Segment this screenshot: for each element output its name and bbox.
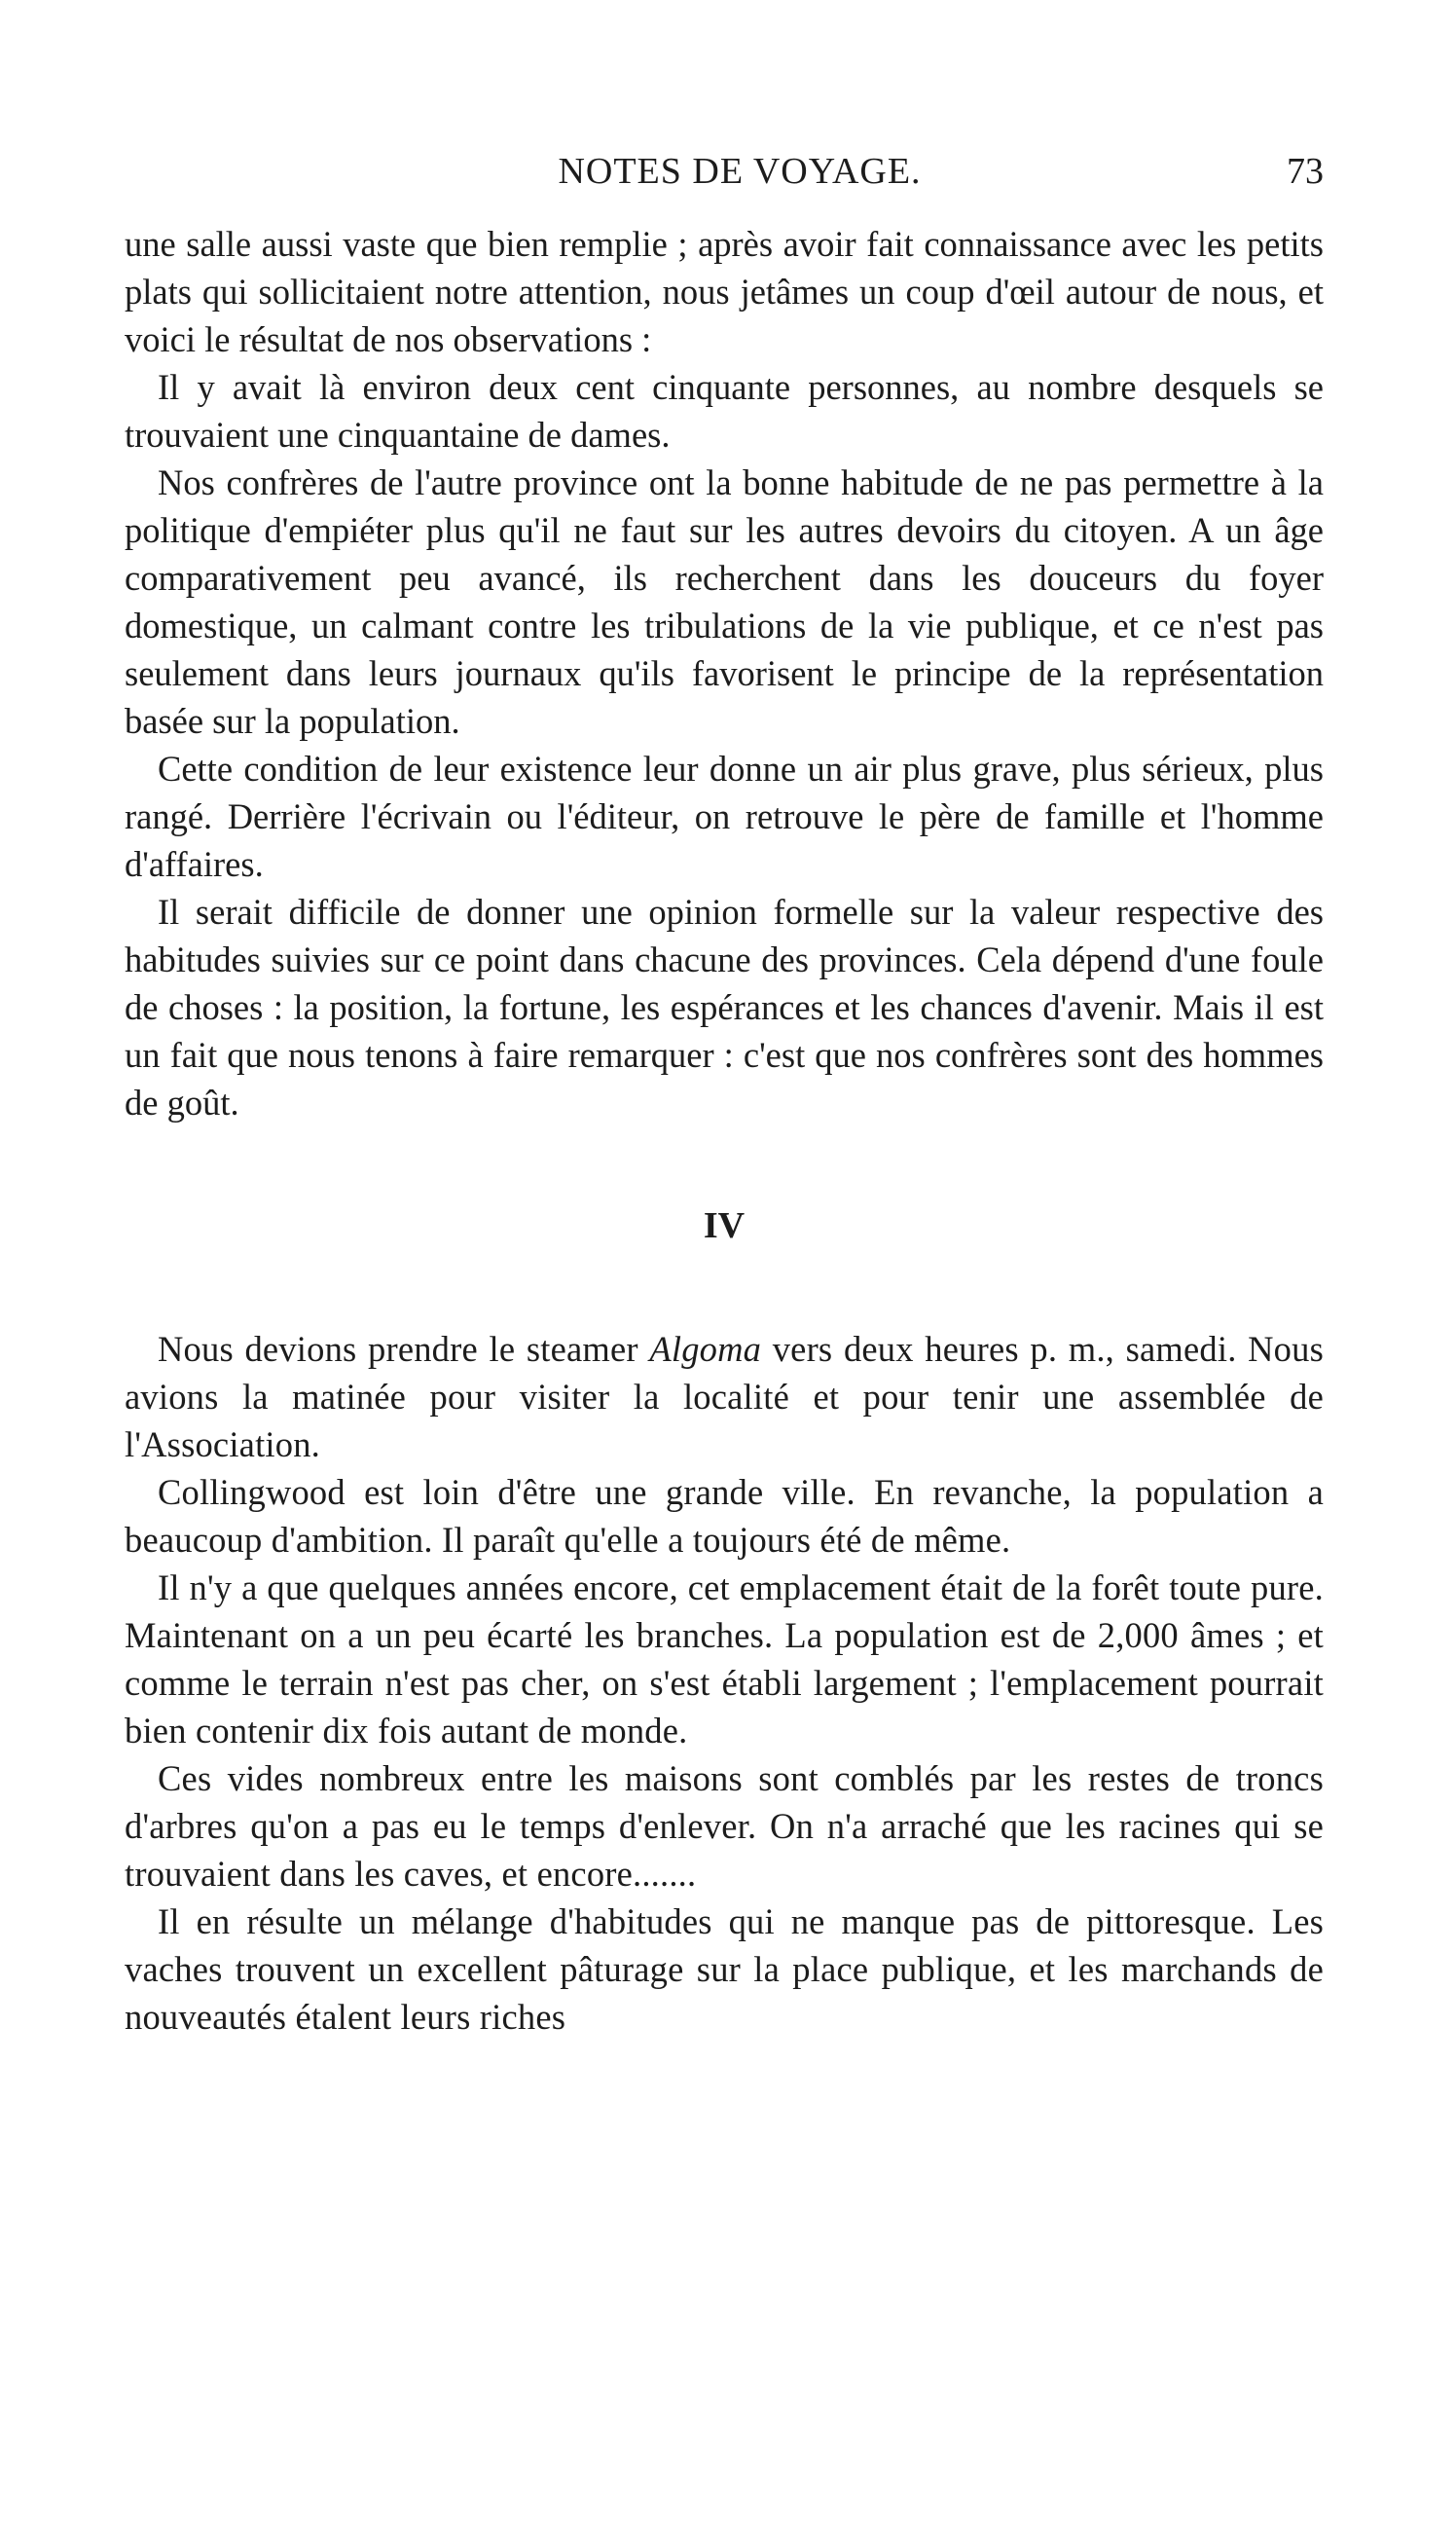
paragraph-text: vers deux heures p. m., samedi. Nous avions la matinée pour visiter la localité et pour tenir une assemblée de l'Association. <box>125 1329 1324 1464</box>
ship-name: Algoma <box>649 1329 762 1369</box>
paragraph: Nos confrères de l'autre province ont la bonne habitude de ne pas permettre à la politique d'empiéter plus qu'il ne faut sur les autres devoirs du citoyen. A un âge comparativement peu avancé, ils recherchent dans les douceurs du foyer domestique, un calmant contre les tribulations de la vie publique, et ce n'est pas seulement dans leurs journaux qu'ils favorisent le principe de la représentation basée sur la population. <box>125 462 1324 741</box>
section-iv <box>125 1325 1324 2041</box>
body-text <box>125 220 1324 2041</box>
paragraph: une salle aussi vaste que bien remplie ; après avoir fait connaissance avec les petits plats qui sollicitaient notre attention, nous jetâmes un coup d'œil autour de nous, et voici le résultat de nos observations : <box>125 224 1324 359</box>
paragraph: Il n'y a que quelques années encore, cet emplacement était de la forêt toute pure. Maintenant on a un peu écarté les branches. La population est de 2,000 âmes ; et comme le terrain n'est pas cher, on s'est établi largement ; l'emplacement pourrait bien contenir dix fois autant de monde. <box>125 1567 1324 1751</box>
paragraph: Cette condition de leur existence leur donne un air plus grave, plus sérieux, plus rangé. Derrière l'écrivain ou l'éditeur, on retrouve le père de famille et l'homme d'affaires. <box>125 749 1324 884</box>
paragraph: Collingwood est loin d'être une grande ville. En revanche, la population a beaucoup d'ambition. Il paraît qu'elle a toujours été de même. <box>125 1472 1324 1560</box>
paragraph: Ces vides nombreux entre les maisons sont comblés par les restes de troncs d'arbres qu'on a pas eu le temps d'enlever. On n'a arraché que les racines qui se trouvaient dans les caves, et encore....... <box>125 1758 1324 1894</box>
running-header <box>156 146 1324 197</box>
paragraph: Il y avait là environ deux cent cinquante personnes, au nombre desquels se trouvaient une cinquantaine de dames. <box>125 367 1324 455</box>
section-continuation <box>125 220 1324 1126</box>
paragraph: Il serait difficile de donner une opinion formelle sur la valeur respective des habitudes suivies sur ce point dans chacune des provinces. Cela dépend d'une foule de choses : la position, la fortune, les espérances et les chances d'avenir. Mais il est un fait que nous tenons à faire remarquer : c'est que nos confrères sont des hommes de goût. <box>125 892 1324 1123</box>
paragraph <box>125 1325 1324 1468</box>
page-number: 73 <box>1287 151 1324 192</box>
paragraph: Il en résulte un mélange d'habitudes qui ne manque pas de pittoresque. Les vaches trouvent un excellent pâturage sur la place publique, et les marchands de nouveautés étalent leurs riches <box>125 1901 1324 2037</box>
paragraph-text: Nous devions prendre le steamer <box>158 1329 650 1369</box>
running-title: NOTES DE VOYAGE. <box>558 151 922 192</box>
section-heading: IV <box>703 1205 746 1246</box>
